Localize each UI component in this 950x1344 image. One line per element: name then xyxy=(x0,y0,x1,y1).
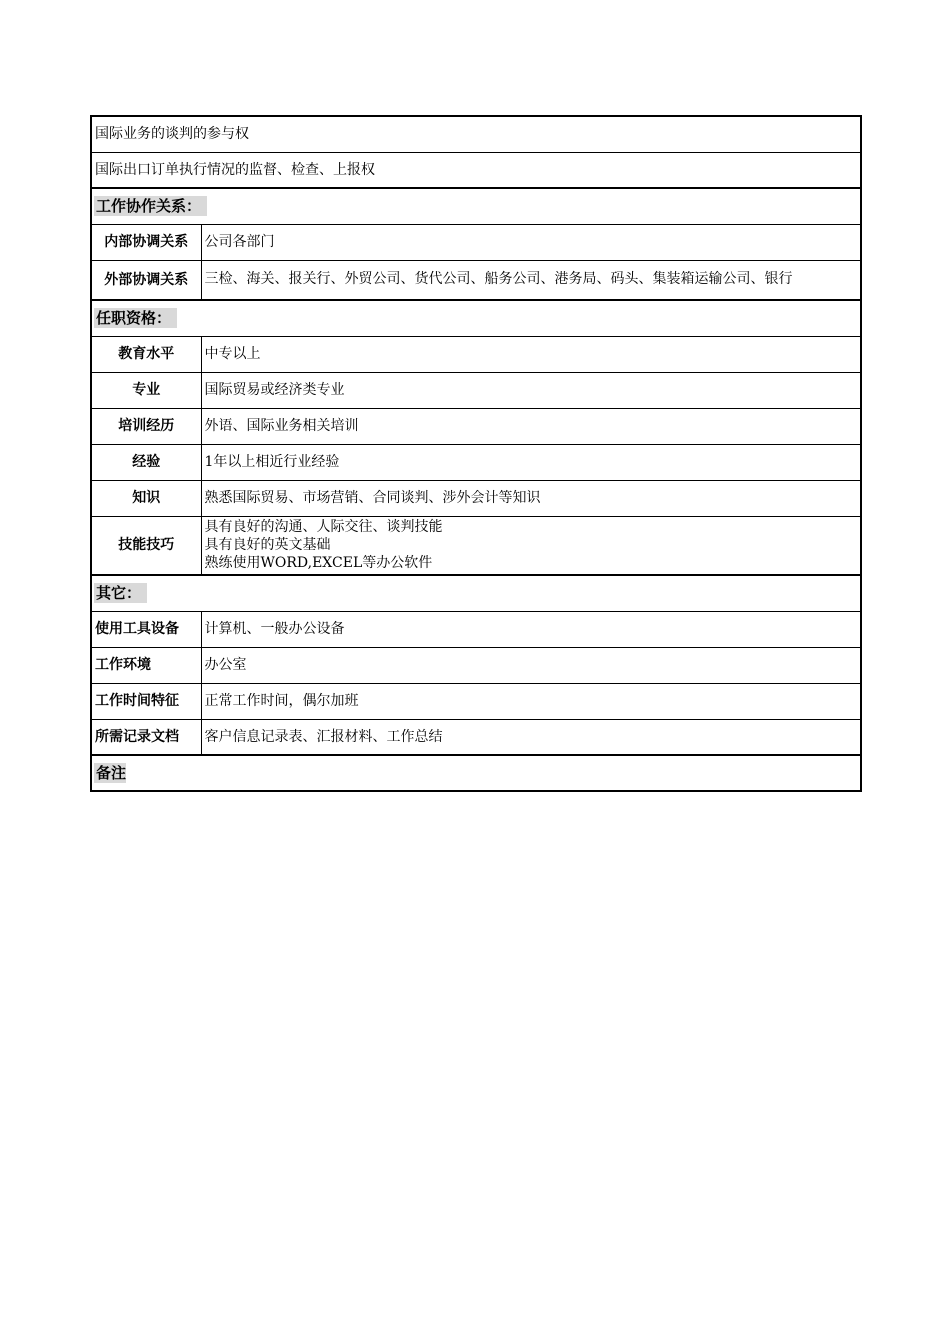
other-row xyxy=(91,683,861,719)
row-value: 国际贸易或经济类专业 xyxy=(201,372,861,408)
row-label: 工作时间特征 xyxy=(91,683,201,719)
other-row xyxy=(91,647,861,683)
row-value: 外语、国际业务相关培训 xyxy=(201,408,861,444)
row-label: 工作环境 xyxy=(91,647,201,683)
row-value: 公司各部门 xyxy=(201,224,861,260)
row-value: 客户信息记录表、汇报材料、工作总结 xyxy=(201,719,861,755)
row-value: 办公室 xyxy=(201,647,861,683)
section-title: 其它： xyxy=(94,583,147,603)
other-row xyxy=(91,611,861,647)
qualification-section-header xyxy=(91,300,861,336)
row-value: 正常工作时间，偶尔加班 xyxy=(201,683,861,719)
skill-line: 熟练使用WORD,EXCEL等办公软件 xyxy=(204,555,433,572)
row-value: 1年以上相近行业经验 xyxy=(201,444,861,480)
authority-row xyxy=(91,152,861,188)
authority-row xyxy=(91,116,861,152)
authority-text: 国际出口订单执行情况的监督、检查、上报权 xyxy=(91,152,861,188)
row-label: 教育水平 xyxy=(91,336,201,372)
row-value: 计算机、一般办公设备 xyxy=(201,611,861,647)
coordination-row xyxy=(91,224,861,260)
remarks-row xyxy=(91,755,861,791)
row-value: 熟悉国际贸易、市场营销、合同谈判、涉外会计等知识 xyxy=(201,480,861,516)
row-label: 所需记录文档 xyxy=(91,719,201,755)
qualification-row xyxy=(91,444,861,480)
other-row xyxy=(91,719,861,755)
row-label: 培训经历 xyxy=(91,408,201,444)
qualification-row xyxy=(91,372,861,408)
skill-line: 具有良好的英文基础 xyxy=(204,537,331,554)
qualification-row xyxy=(91,480,861,516)
qualification-row xyxy=(91,408,861,444)
section-title: 工作协作关系： xyxy=(94,196,207,216)
authority-text: 国际业务的谈判的参与权 xyxy=(91,116,861,152)
row-value: 中专以上 xyxy=(201,336,861,372)
row-label: 知识 xyxy=(91,480,201,516)
row-label: 经验 xyxy=(91,444,201,480)
row-label: 专业 xyxy=(91,372,201,408)
remarks-label: 备注 xyxy=(96,763,127,782)
row-label: 使用工具设备 xyxy=(91,611,201,647)
qualification-row xyxy=(91,336,861,372)
other-section-header xyxy=(91,575,861,611)
row-label: 内部协调关系 xyxy=(91,224,201,260)
skills-value xyxy=(201,516,861,575)
coordination-row xyxy=(91,260,861,300)
row-label: 外部协调关系 xyxy=(91,260,201,300)
row-label: 技能技巧 xyxy=(91,516,201,575)
section-title: 任职资格： xyxy=(94,308,177,328)
job-description-table xyxy=(90,115,862,792)
skills-row xyxy=(91,516,861,575)
skill-line: 具有良好的沟通、人际交往、谈判技能 xyxy=(204,519,443,536)
row-value: 三检、海关、报关行、外贸公司、货代公司、船务公司、港务局、码头、集装箱运输公司、银行 xyxy=(201,260,861,300)
coordination-section-header xyxy=(91,188,861,224)
